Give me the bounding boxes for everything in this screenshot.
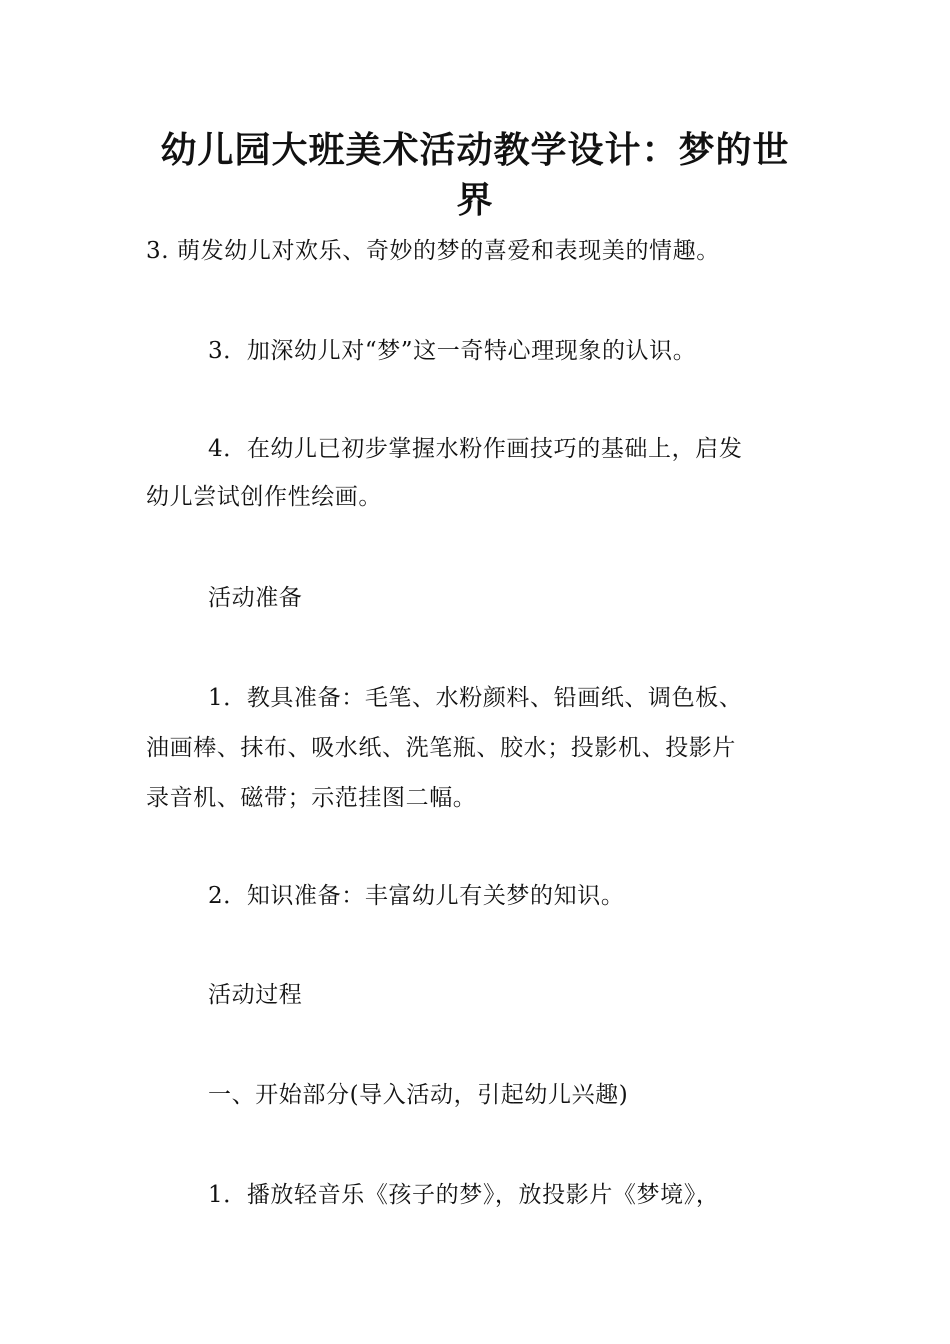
paragraph-line: 3. 萌发幼儿对欢乐、奇妙的梦的喜爱和表现美的情趣。 [146, 238, 720, 264]
title-line-2: 界 [456, 180, 494, 221]
paragraph-line: 1．教具准备：毛笔、水粉颜料、铅画纸、调色板、 [208, 685, 743, 711]
title-line-1: 幼儿园大班美术活动教学设计：梦的世 [160, 130, 790, 171]
paragraph-line: 3．加深幼儿对“梦”这一奇特心理现象的认识。 [208, 338, 697, 364]
section-heading: 活动准备 [208, 585, 303, 611]
paragraph-line: 4．在幼儿已初步掌握水粉作画技巧的基础上，启发 [208, 436, 743, 462]
section-heading: 活动过程 [208, 982, 303, 1008]
paragraph-line: 油画棒、抹布、吸水纸、洗笔瓶、胶水；投影机、投影片 [146, 735, 736, 761]
paragraph-line: 一、开始部分(导入活动，引起幼儿兴趣) [208, 1082, 629, 1108]
paragraph-line: 2．知识准备：丰富幼儿有关梦的知识。 [208, 883, 625, 909]
document-title [120, 126, 830, 226]
paragraph-line: 录音机、磁带；示范挂图二幅。 [146, 785, 477, 811]
paragraph-line: 幼儿尝试创作性绘画。 [146, 484, 382, 510]
paragraph-line: 1．播放轻音乐《孩子的梦》，放投影片《梦境》， [208, 1182, 720, 1208]
